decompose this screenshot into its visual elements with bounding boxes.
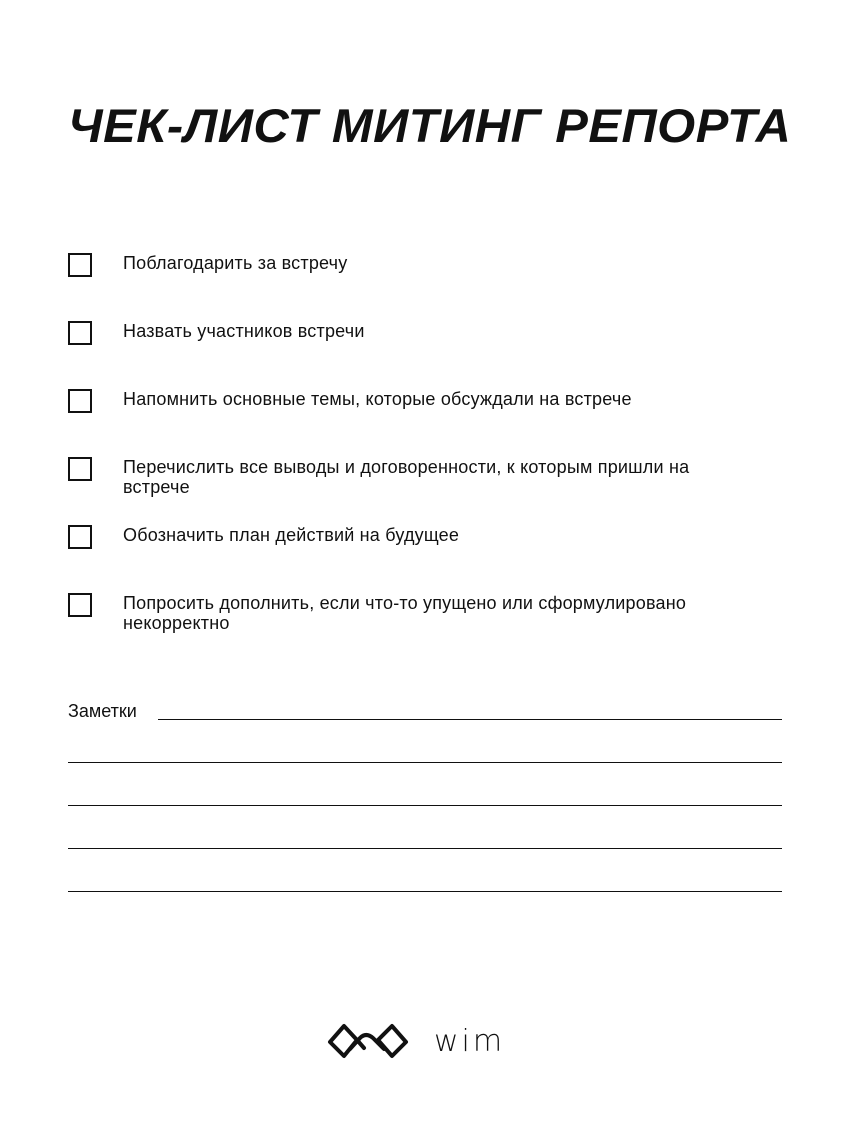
logo-text: wim	[434, 1024, 506, 1059]
checkbox[interactable]	[68, 525, 92, 549]
notes-line[interactable]	[68, 762, 782, 763]
checkbox[interactable]	[68, 321, 92, 345]
chain-link-logo-icon	[330, 1026, 406, 1056]
notes-line[interactable]	[68, 891, 782, 892]
wim-logo	[326, 1016, 526, 1068]
notes-line[interactable]	[68, 848, 782, 849]
notes-line[interactable]	[68, 805, 782, 806]
page-title: ЧЕК-ЛИСТ МИТИНГ РЕПОРТА	[68, 99, 792, 152]
checklist-item-label: Обозначить план действий на будущее	[123, 525, 460, 545]
checklist-item-label: Напомнить основные темы, которые обсуждали на встрече	[123, 389, 632, 409]
checklist-item-label: Назвать участников встречи	[123, 321, 365, 341]
checkbox[interactable]	[68, 457, 92, 481]
notes-label: Заметки	[68, 701, 137, 721]
checklist	[68, 0, 788, 700]
checklist-item-label: Попросить дополнить, если что-то упущено или сформулировано некорректно	[123, 593, 687, 633]
checklist-item-label: Поблагодарить за встречу	[123, 253, 348, 273]
notes-line[interactable]	[158, 719, 782, 720]
checkbox[interactable]	[68, 253, 92, 277]
checkbox[interactable]	[68, 593, 92, 617]
checklist-item-label: Перечислить все выводы и договоренности, к которым пришли на встрече	[123, 457, 690, 497]
checkbox[interactable]	[68, 389, 92, 413]
